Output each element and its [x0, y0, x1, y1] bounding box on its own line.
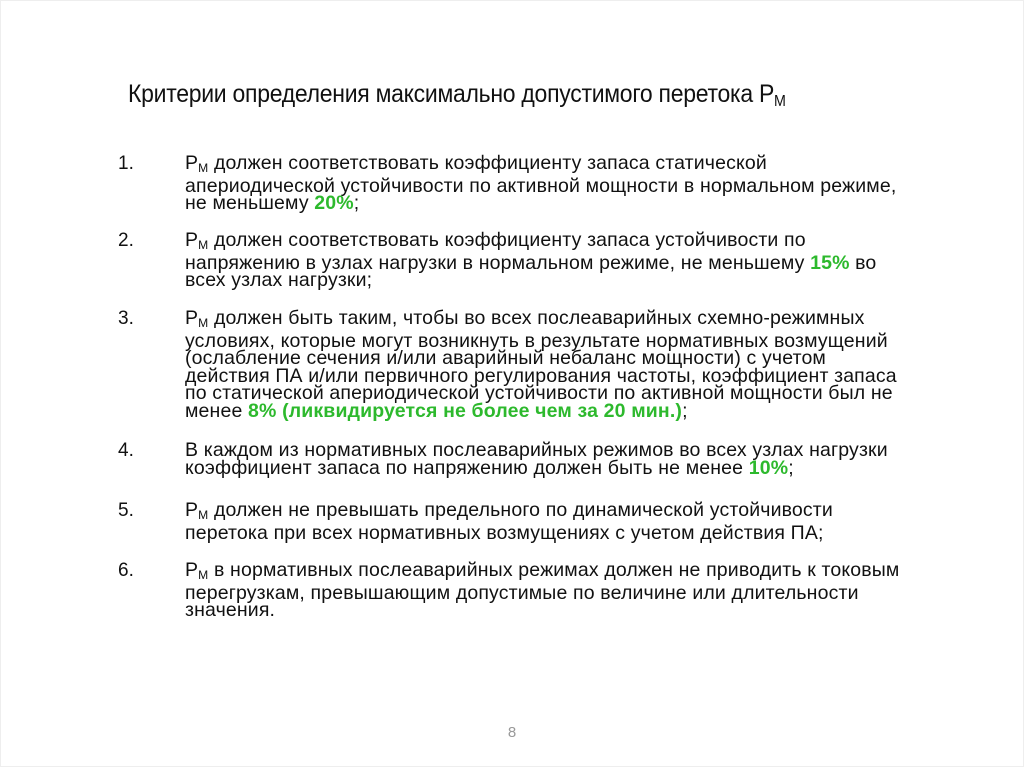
text-segment: значения. — [185, 599, 276, 622]
text-line — [185, 521, 833, 544]
highlight-value: 10% — [748, 456, 789, 479]
pm-subscript: М — [198, 508, 209, 523]
text-segment: условиях, которые могут возникнуть в результате нормативных возмущений — [185, 329, 888, 352]
item-number: 5. — [118, 500, 134, 521]
pm-symbol: P — [185, 307, 199, 329]
text-segment: должен соответствовать коэффициенту запаса устойчивости по — [208, 229, 806, 251]
text-segment: ; — [353, 192, 360, 215]
item-text — [185, 559, 900, 622]
item-text — [185, 152, 897, 215]
text-segment: апериодической устойчивости по активной мощности в нормальном режиме, — [185, 174, 897, 197]
pm-subscript: М — [198, 161, 209, 176]
slide-title — [128, 80, 786, 111]
text-line — [185, 269, 876, 292]
text-segment: действия ПА и/или первичного регулирования частоты, коэффициент запаса — [185, 364, 897, 387]
text-line — [185, 599, 899, 622]
text-segment: ; — [788, 456, 794, 479]
pm-symbol: P — [185, 229, 199, 251]
highlight-value: 15% — [810, 251, 850, 274]
item-number: 1. — [118, 153, 134, 174]
pm-subscript: М — [198, 316, 209, 331]
title-subscript: М — [774, 92, 786, 110]
text-segment: должен быть таким, чтобы во всех послеаварийных схемно-режимных — [208, 307, 865, 329]
text-segment: должен не превышать предельного по динамической устойчивости — [208, 499, 833, 521]
text-segment: напряжению в узлах нагрузки в нормальном режиме, не меньшему — [185, 251, 811, 274]
text-segment: менее — [185, 399, 249, 422]
text-segment: должен соответствовать коэффициенту запаса статической — [208, 152, 767, 174]
text-segment: перегрузкам, превышающим допустимые по величине или длительности — [185, 581, 859, 604]
text-segment: всех узлах нагрузки; — [185, 269, 373, 292]
text-segment: не меньшему — [185, 192, 315, 215]
text-segment: в нормативных послеаварийных режимах должен не приводить к токовым — [208, 559, 900, 581]
item-number: 2. — [118, 230, 134, 251]
item-number: 3. — [118, 308, 134, 329]
text-line — [185, 192, 896, 215]
pm-symbol: P — [185, 499, 199, 521]
text-line — [185, 456, 888, 479]
item-number: 6. — [118, 560, 134, 581]
pm-symbol: P — [185, 559, 199, 581]
text-segment: коэффициент запаса по напряжению должен быть не менее — [185, 456, 749, 479]
text-line — [185, 581, 899, 604]
item-text — [185, 439, 888, 479]
item-text — [185, 499, 833, 544]
item-text — [185, 229, 877, 292]
text-segment: по статической апериодической устойчивости по активной мощности был не — [185, 382, 893, 405]
pm-subscript: М — [198, 568, 209, 583]
page-number: 8 — [507, 724, 517, 741]
text-segment: во — [849, 251, 877, 274]
text-segment: В каждом из нормативных послеаварийных режимов во всех узлах нагрузки — [185, 439, 888, 461]
pm-symbol: P — [185, 152, 199, 174]
text-segment: ; — [682, 399, 688, 422]
title-text: Критерии определения максимально допустимого перетока P — [128, 80, 775, 108]
pm-subscript: М — [198, 238, 209, 253]
item-number: 4. — [118, 440, 134, 461]
text-line — [185, 399, 897, 422]
highlight-value: 20% — [314, 192, 354, 215]
text-segment: (ослабление сечения и/или аварийный небаланс мощности) с учетом — [185, 347, 826, 370]
highlight-value: 8% (ликвидируется не более чем за 20 мин.) — [248, 399, 683, 422]
text-segment: перетока при всех нормативных возмущениях с учетом действия ПА; — [185, 521, 824, 544]
item-text — [185, 307, 897, 422]
